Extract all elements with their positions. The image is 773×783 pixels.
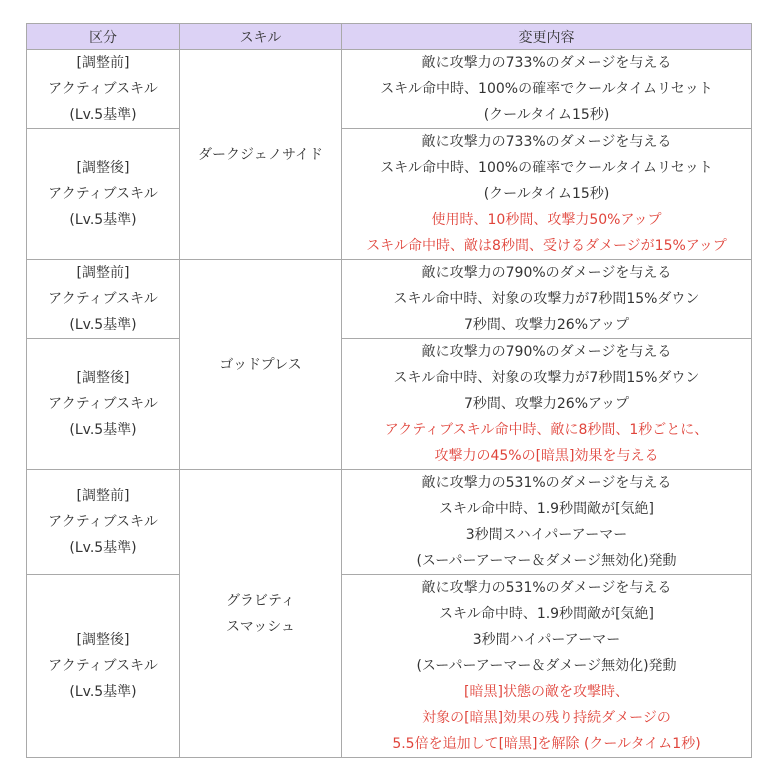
table-header-row — [27, 24, 752, 50]
change-line: スキル命中時、1.9秒間敵が[気絶] — [438, 606, 655, 622]
category-label-line: [調整後] — [76, 632, 130, 648]
skill-change-table-wrapper — [26, 23, 751, 758]
change-line: (スーパーアーマー＆ダメージ無効化)発動 — [416, 658, 677, 674]
skill-name-line: ダークジェノサイド — [197, 146, 324, 163]
category-label-line: (Lv.5基準) — [69, 107, 137, 123]
change-content-cell-after — [342, 339, 752, 470]
category-cell-after — [27, 575, 180, 758]
table-body — [27, 50, 752, 758]
category-label-line: アクティブスキル — [48, 291, 158, 307]
category-label-line: (Lv.5基準) — [69, 317, 137, 333]
category-cell-before — [27, 260, 180, 339]
change-line: スキル命中時、対象の攻撃力が7秒間15%ダウン — [393, 370, 700, 386]
header-category: 区分 — [27, 24, 180, 50]
change-line-highlighted: 使用時、10秒間、攻撃力50%アップ — [431, 212, 662, 228]
skill-name-line: グラビティ — [226, 592, 295, 609]
table-row — [27, 260, 752, 339]
change-line: 敵に攻撃力の531%のダメージを与える — [421, 475, 672, 491]
change-line: (スーパーアーマー＆ダメージ無効化)発動 — [416, 553, 677, 569]
skill-name-cell — [180, 50, 342, 260]
skill-name-cell — [180, 470, 342, 758]
change-line-highlighted: 対象の[暗黒]効果の残り持続ダメージの — [422, 710, 671, 726]
skill-change-table — [26, 23, 752, 758]
category-label-line: [調整前] — [76, 55, 130, 71]
header-changes: 変更内容 — [342, 24, 752, 50]
change-line-highlighted: アクティブスキル命中時、敵に8秒間、1秒ごとに、 — [384, 422, 709, 438]
category-cell-before — [27, 470, 180, 575]
category-cell-before — [27, 50, 180, 129]
category-label-line: (Lv.5基準) — [69, 540, 137, 556]
change-line: 敵に攻撃力の733%のダメージを与える — [421, 134, 672, 150]
change-line: スキル命中時、100%の確率でクールタイムリセット — [380, 160, 713, 176]
table-row — [27, 50, 752, 129]
table-row — [27, 339, 752, 470]
change-line: 敵に攻撃力の790%のダメージを与える — [421, 344, 672, 360]
table-row — [27, 575, 752, 758]
change-line-highlighted: スキル命中時、敵は8秒間、受けるダメージが15%アップ — [366, 238, 727, 254]
category-label-line: [調整後] — [76, 370, 130, 386]
skill-name-cell — [180, 260, 342, 470]
change-content-cell-after — [342, 129, 752, 260]
change-line: 敵に攻撃力の531%のダメージを与える — [421, 580, 672, 596]
change-content-cell-before — [342, 260, 752, 339]
skill-name-line: スマッシュ — [226, 618, 295, 635]
change-line: 7秒間、攻撃力26%アップ — [463, 317, 630, 333]
change-line: 3秒間スハイパーアーマー — [465, 527, 628, 543]
change-line: スキル命中時、1.9秒間敵が[気絶] — [438, 501, 655, 517]
category-label-line: (Lv.5基準) — [69, 422, 137, 438]
change-line-highlighted: 攻撃力の45%の[暗黒]効果を与える — [434, 448, 659, 464]
category-label-line: アクティブスキル — [48, 658, 158, 674]
change-content-cell-before — [342, 470, 752, 575]
change-line-highlighted: [暗黒]状態の敵を攻撃時、 — [464, 684, 629, 700]
change-content-cell-after — [342, 575, 752, 758]
category-label-line: アクティブスキル — [48, 81, 158, 97]
category-label-line: [調整後] — [76, 160, 130, 176]
category-cell-after — [27, 339, 180, 470]
category-cell-after — [27, 129, 180, 260]
category-label-line: [調整前] — [76, 488, 130, 504]
change-line: スキル命中時、対象の攻撃力が7秒間15%ダウン — [393, 291, 700, 307]
change-line: 敵に攻撃力の733%のダメージを与える — [421, 55, 672, 71]
change-content-cell-before — [342, 50, 752, 129]
change-line: (クールタイム15秒) — [483, 186, 610, 202]
change-line-highlighted: 5.5倍を追加して[暗黒]を解除 (クールタイム1秒) — [392, 736, 701, 752]
header-skill: スキル — [180, 24, 342, 50]
table-row — [27, 470, 752, 575]
change-line: スキル命中時、100%の確率でクールタイムリセット — [380, 81, 713, 97]
change-line: (クールタイム15秒) — [483, 107, 610, 123]
change-line: 3秒間ハイパーアーマー — [472, 632, 621, 648]
change-line: 7秒間、攻撃力26%アップ — [463, 396, 630, 412]
category-label-line: アクティブスキル — [48, 514, 158, 530]
table-row — [27, 129, 752, 260]
change-line: 敵に攻撃力の790%のダメージを与える — [421, 265, 672, 281]
category-label-line: (Lv.5基準) — [69, 684, 137, 700]
skill-name-line: ゴッドプレス — [219, 356, 302, 373]
category-label-line: アクティブスキル — [48, 186, 158, 202]
category-label-line: (Lv.5基準) — [69, 212, 137, 228]
category-label-line: アクティブスキル — [48, 396, 158, 412]
category-label-line: [調整前] — [76, 265, 130, 281]
